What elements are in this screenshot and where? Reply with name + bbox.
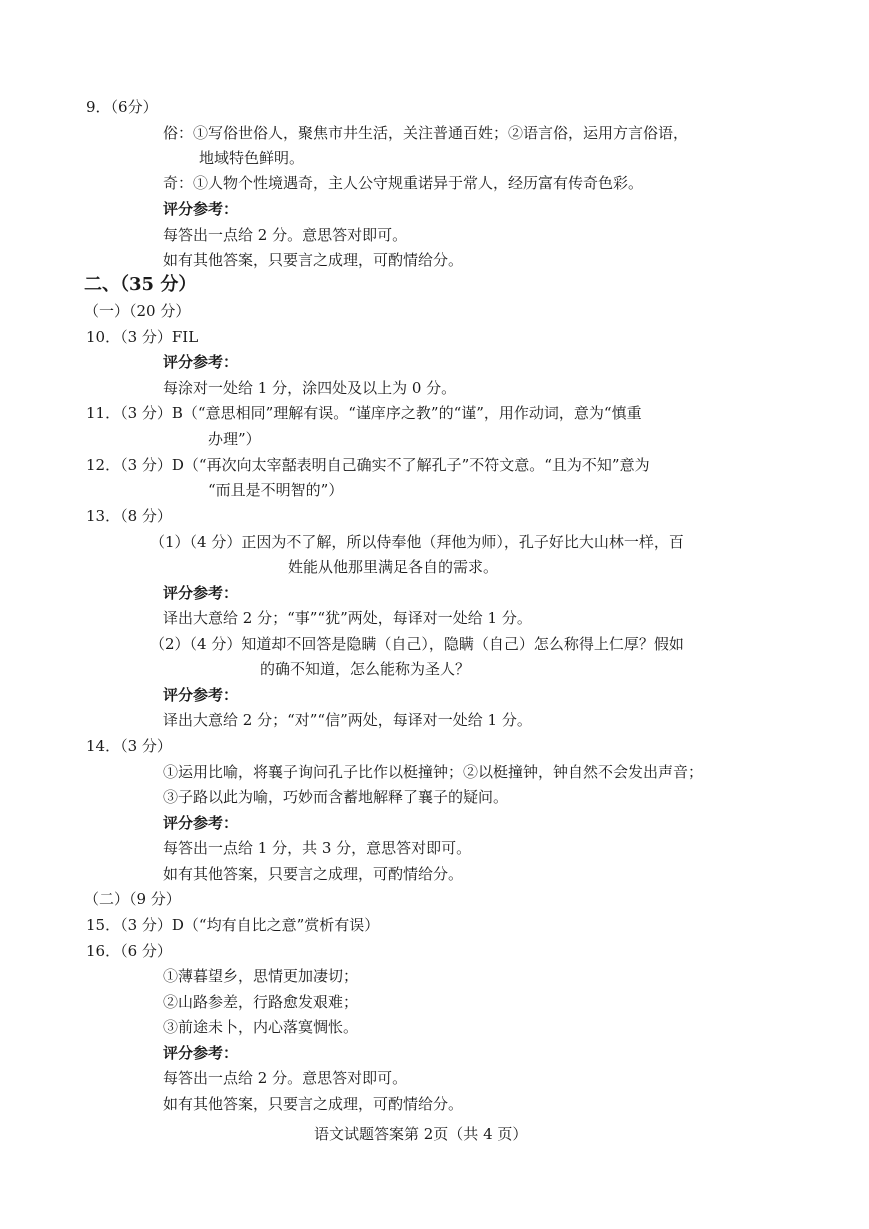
q13-p1-line1: （1）（4 分）正因为不了解，所以侍奉他（拜他为师），孔子好比大山林一样，百: [150, 533, 684, 551]
q16-ref-title: 评分参考：: [163, 1044, 239, 1062]
page-footer: 语文试题答案第 2页（共 4 页）: [314, 1125, 528, 1143]
section2-part1: （一）（20 分）: [84, 302, 191, 320]
q13-p1-line2: 姓能从他那里满足各自的需求。: [288, 558, 499, 576]
q9-su-line1: 俗：①写俗世俗人，聚焦市井生活，关注普通百姓；②语言俗，运用方言俗语，: [163, 124, 689, 142]
q14-ref-line2: 如有其他答案，只要言之成理，可酌情给分。: [163, 865, 464, 883]
q16-answer2: ②山路参差，行路愈发艰难；: [163, 993, 359, 1011]
q16-ref-line2: 如有其他答案，只要言之成理，可酌情给分。: [163, 1095, 464, 1113]
q14-answer-line1: ①运用比喻，将襄子询问孔子比作以梃撞钟；②以梃撞钟，钟自然不会发出声音；: [163, 763, 704, 781]
section2-part2: （二）（9 分）: [84, 890, 181, 908]
q16-answer1: ①薄暮望乡，思情更加凄切；: [163, 967, 359, 985]
q13-p2-line1: （2）（4 分）知道却不回答是隐瞒（自己），隐瞒（自己）怎么称得上仁厚？假如: [150, 635, 684, 653]
q14-answer-line2: ③子路以此为喻，巧妙而含蓄地解释了襄子的疑问。: [163, 788, 509, 806]
q12-line2: “而且是不明智的”）: [208, 481, 344, 499]
q11-line1: 11．（3 分）B（“意思相同”理解有误。“谨庠序之教”的“谨”，用作动词，意为“慎重: [86, 404, 642, 422]
q9-ref-title: 评分参考：: [163, 200, 239, 218]
q14-ref-line1: 每答出一点给 1 分，共 3 分，意思答对即可。: [163, 839, 472, 857]
q13-ref-line1: 译出大意给 2 分；“事”“犹”两处，每译对一处给 1 分。: [163, 609, 532, 627]
q11-line2: 办理”）: [208, 430, 261, 448]
q9-su-line2: 地域特色鲜明。: [199, 149, 305, 167]
q13-heading: 13．（8 分）: [86, 507, 172, 525]
q16-heading: 16．（6 分）: [86, 942, 172, 960]
q10-ref-title: 评分参考：: [163, 353, 239, 371]
q12-line1: 12．（3 分）D（“再次向太宰嚭表明自己确实不了解孔子”不符文意。“且为不知”意为: [86, 456, 650, 474]
q9-ref-line2: 如有其他答案，只要言之成理，可酌情给分。: [163, 251, 464, 269]
q9-heading: 9．（6分）: [86, 98, 158, 116]
q9-qi-line: 奇：①人物个性境遇奇，主人公守规重诺异于常人，经历富有传奇色彩。: [163, 174, 644, 192]
q16-answer3: ③前途未卜，内心落寞惆怅。: [163, 1018, 359, 1036]
q13-ref-title2: 评分参考：: [163, 686, 239, 704]
q13-ref-line2: 译出大意给 2 分；“对”“信”两处，每译对一处给 1 分。: [163, 711, 532, 729]
q15-line: 15．（3 分）D（“均有自比之意”赏析有误）: [86, 916, 380, 934]
q13-p2-line2: 的确不知道，怎么能称为圣人？: [260, 660, 471, 678]
q16-ref-line1: 每答出一点给 2 分。意思答对即可。: [163, 1069, 408, 1087]
q14-ref-title: 评分参考：: [163, 814, 239, 832]
section2-title: 二、（35 分）: [84, 274, 197, 295]
q10-ref-line1: 每涂对一处给 1 分，涂四处及以上为 0 分。: [163, 379, 457, 397]
q9-ref-line1: 每答出一点给 2 分。意思答对即可。: [163, 226, 408, 244]
q13-ref-title1: 评分参考：: [163, 584, 239, 602]
q10-heading: 10．（3 分）FIL: [86, 328, 199, 346]
q14-heading: 14．（3 分）: [86, 737, 172, 755]
